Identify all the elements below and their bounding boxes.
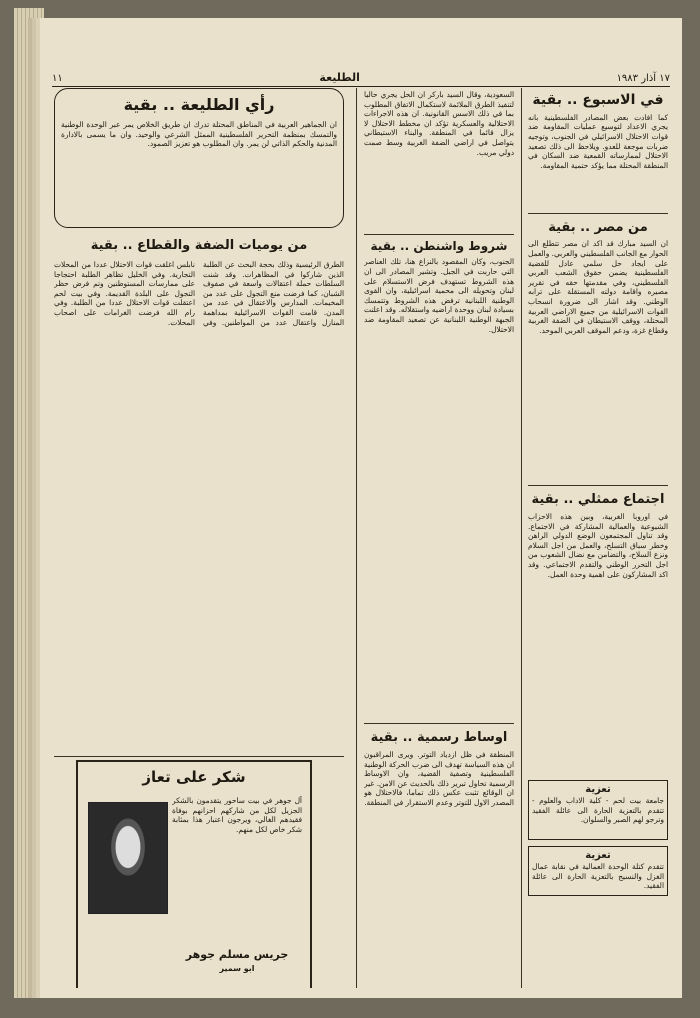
thanks-ad-box xyxy=(76,760,312,988)
article-washington-body: الجنوب، وكان المقصود بالنزاع هنا، تلك العناصر التي حاربت في الجبل. وتشير المصادر الى ان هذه الشروط تستهدف فرض الاستسلام على لبنان وتحويله الى محمية اسرائيلية، وان القوى الوطنية اللبنانية ترفض هذه الشروط وتتمسك بسيادة لبنان ووحدة اراضيه واستقلاله. وقد اعلنت الجبهة الوطنية اللبنانية عن تصعيد المقاومة ضد الاحتلال. xyxy=(364,257,514,334)
newspaper-page xyxy=(40,18,682,998)
condolence-title-1: تعزية xyxy=(585,783,611,795)
header-newspaper-name: الطليعة xyxy=(319,71,360,84)
column-rule-right xyxy=(521,88,522,988)
headline-washington: شروط واشنطن .. بقية xyxy=(370,239,508,253)
article-west-bank-gaza-body: الطرق الرئيسية وذلك بحجة البحث عن الطلبة الذين شاركوا في المظاهرات. وقد شنت السلطات حملة اعتقالات واسعة في صفوف الشبان، كما فرضت منع التجول على عدد من المخيمات. المدارس والاعتقال في عدد من المدن. قامت القوات الاسرائيلية بمداهمة المنازل واعتقال عدد من المواطنين. وفي نابلس اغلقت قوات الاحتلال عددا من المحلات التجارية. وفي الخليل تظاهر الطلبة احتجاجا على ممارسات المستوطنين وتم فرض حظر التجول على البلدة القديمة. وفي بيت لحم اعتقلت قوات الاحتلال عددا من الطلبة. وفي رام الله فرضت الغرامات على اصحاب المحلات. xyxy=(54,260,344,327)
middle-column xyxy=(364,88,514,988)
editorial-box xyxy=(54,88,344,228)
article-official-circles-body: المنطقة في ظل ازدياد التوتر. ويرى المراقبون ان هذه السياسة تهدف الى ضرب الحركة الوطنية الفلسطينية وتصفية القضية، وان الاوساط الرسمية تحاول تبرير ذلك بالحديث عن الامن. غير ان الوقائع تثبت عكس ذلك تماما، فالاحتلال هو المصدر الاول للتوتر وعدم الاستقرار في المنطقة. xyxy=(364,749,514,807)
article-week-body: كما افادت بعض المصادر الفلسطينية بانه يجري الاعداد لتوسيع عمليات المقاومة ضد قوات الاحتلال الاسرائيلي في الجنوب، وتوجيه ضربات موجعة للعدو. ويلاحظ الى ذلك تصعيد الاحتلال لممارساته القمعية ضد السكان في المنطقة المحتلة مما يؤكد حتمية المقاومة. xyxy=(528,112,668,170)
headline-egypt: من مصر .. بقية xyxy=(548,219,648,235)
condolence-box-2 xyxy=(528,846,668,896)
article-meeting-body: في اوروبا الغربية، وبين هذه الاحزاب الشيوعية والعمالية المشاركة في الاجتماع. وقد تناول المجتمعون الوضع الدولي الراهن وخطر سباق التسلح، والعمل من اجل السلام ونزع السلاح، والتضامن مع نضال الشعوب من اجل التحرر الوطني والتقدم الاجتماعي. وقد اكد المشاركون على اهمية وحدة العمل. xyxy=(528,511,668,579)
left-section xyxy=(54,88,354,988)
header-page-number: ١١ xyxy=(52,73,63,84)
page-header xyxy=(52,62,670,87)
condolence-title-2: تعزية xyxy=(585,849,611,861)
headline-west-bank-gaza: من يوميات الضفة والقطاع .. بقية xyxy=(90,238,308,253)
headline-official-circles: اوساط رسمية .. بقية xyxy=(370,730,508,746)
editorial-body: ان الجماهير العربية في المناطق المحتلة تدرك ان طريق الخلاص يمر عبر الوحدة الوطنية والتمسك بمنظمة التحرير الفلسطينية الممثل الشرعي والوحيد. وان ما يسمى بالادارة المدنية والحكم الذاتي لن يمر. وان المطلوب هو تعزيز الصمود. xyxy=(61,120,337,149)
thanks-subname: ابو سمير xyxy=(219,964,255,973)
headline-meeting: اجتماع ممثلي .. بقية xyxy=(531,492,665,508)
thanks-title: شكر على تعاز xyxy=(142,768,246,786)
right-column xyxy=(528,88,668,988)
article-egypt-body: ان السيد مبارك قد اكد ان مصر تتطلع الى الحوار مع الجانب الفلسطيني والعربي. والعمل على ايجاد حل سلمي عادل للقضية الفلسطينية يضمن حقوق الشعب العربي الفلسطيني، وفي مقدمتها حقه في تقرير مصيره واقامة دولته المستقلة على ترابه الوطني. وقد اشار الى ضرورة انسحاب القوات الاسرائيلية من جميع الاراضي العربية المحتلة، ووقف الاستيطان في الضفة الغربية وقطاع غزة، ودعم الموقف العربي الموحد. xyxy=(528,239,668,335)
header-date: ١٧ آذار ١٩٨٣ xyxy=(616,73,670,84)
portrait-photo xyxy=(88,802,168,914)
article-top-continuation: السعودية، وقال السيد باركر ان الحل يجري حاليا لتنفيذ الطرق الملائمة لاستكمال الاتفاق المطلوب بما في ذلك الاسس القانونية. ان هذه الاجراءات الاحتلالية والعسكرية تؤكد ان مخطط الاحتلال لا يزال قائما في المنطقة. والبناء الاستيطاني يتواصل في اراضي الضفة الغربية وسط صمت دولي مريب. xyxy=(364,90,514,157)
condolence-body-2: تتقدم كتلة الوحدة العمالية في نقابة عمال الغزل والنسيج بالتعزية الحارة الى عائلة الفقيد. xyxy=(532,861,664,891)
condolence-body-1: جامعة بيت لحم - كلية الاداب والعلوم - تتقدم بالتعزية الحارة الى عائلة الفقيد وترجو لهم الصبر والسلوان. xyxy=(532,795,664,825)
thanks-body: آل جوهر في بيت ساحور يتقدمون بالشكر الجزيل لكل من شاركهم احزانهم بوفاة فقيدهم الغالي، ويرجون اعتبار هذا بمثابة شكر خاص لكل منهم. xyxy=(172,796,302,834)
headline-week: في الاسبوع .. بقية xyxy=(532,92,664,108)
column-rule-middle xyxy=(356,88,357,988)
thanks-name: جريس مسلم جوهر xyxy=(185,948,289,961)
section-rule xyxy=(54,756,344,757)
editorial-title: رأي الطليعة .. بقية xyxy=(123,95,275,114)
condolence-box-1 xyxy=(528,780,668,840)
